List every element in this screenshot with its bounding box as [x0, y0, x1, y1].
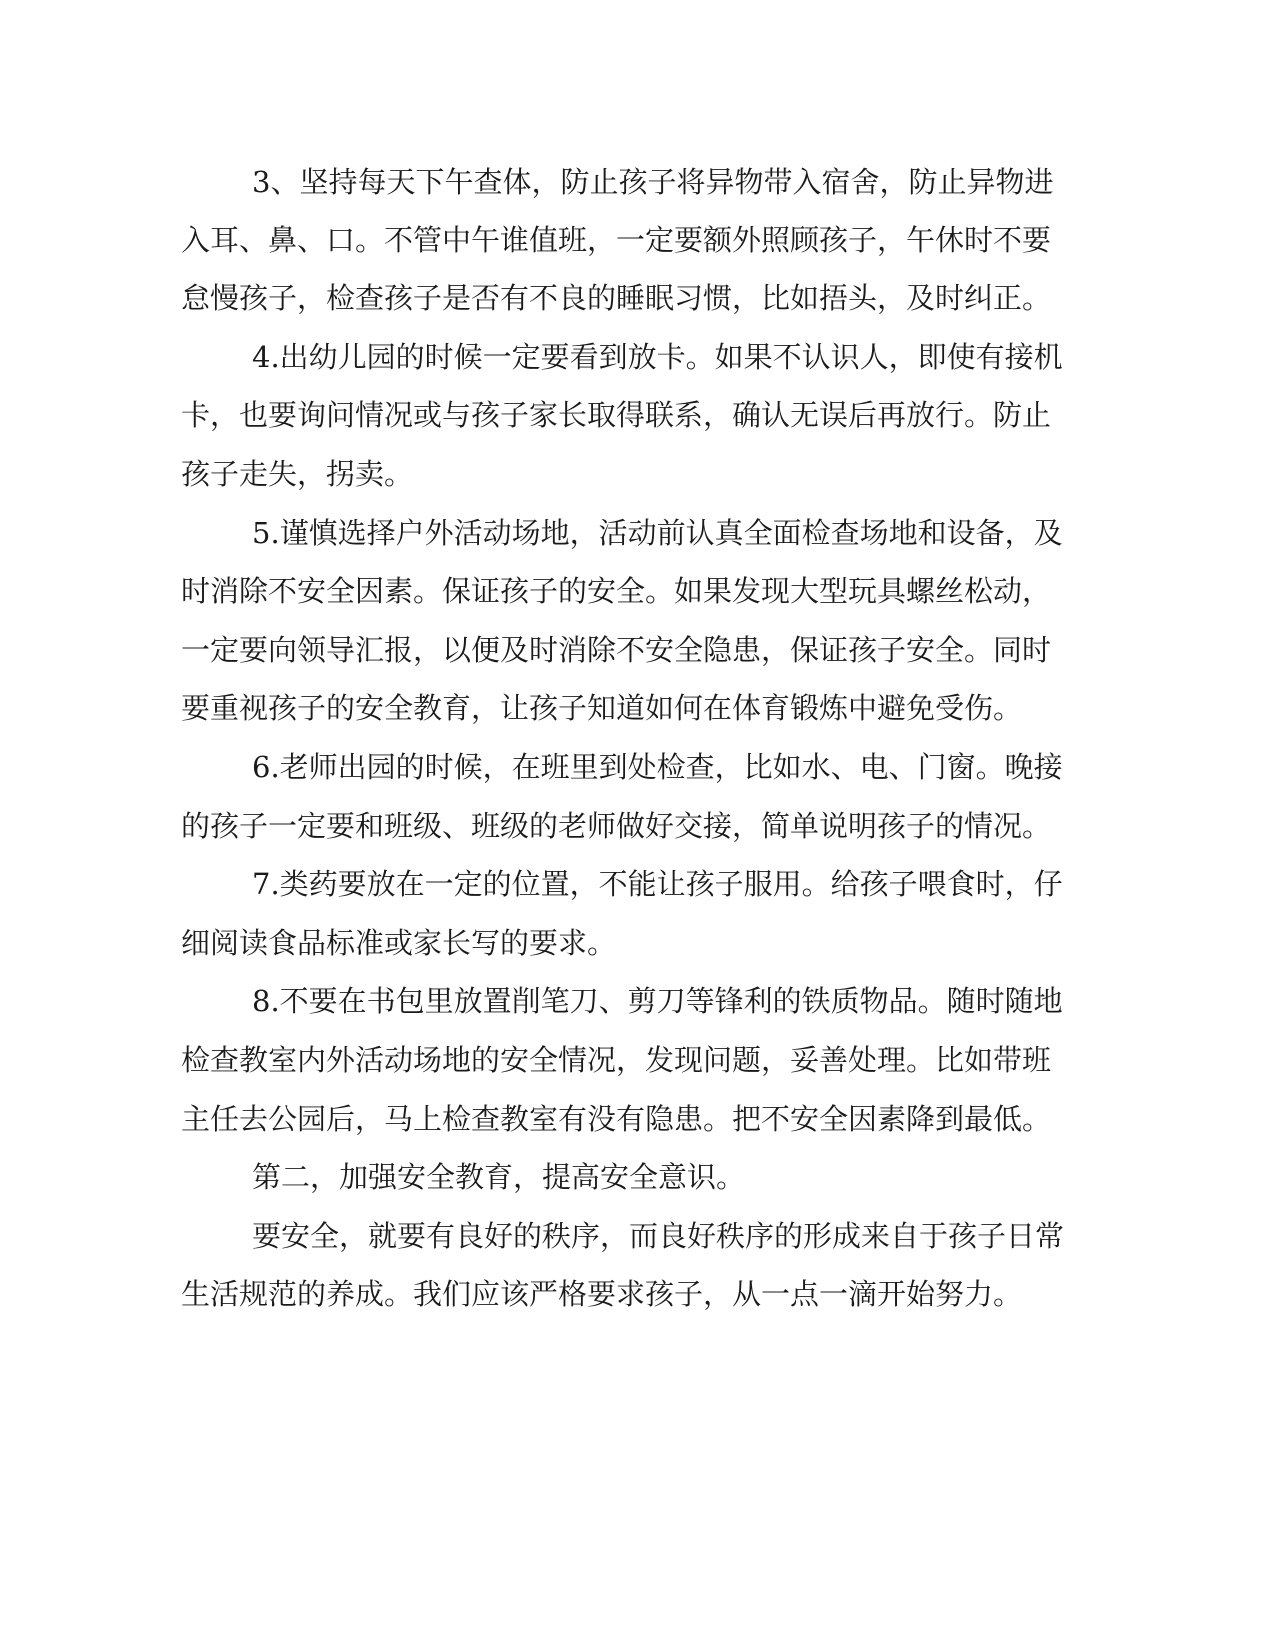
text-line: 4.出幼儿园的时候一定要看到放卡。如果不认识人，即使有接机	[252, 340, 1063, 374]
text-line: 细阅读食品标准或家长写的要求。	[181, 926, 617, 960]
text-line: 卡，也要询问情况或与孩子家长取得联系，确认无误后再放行。防止	[181, 398, 1052, 432]
text-line: 7.类药要放在一定的位置，不能让孩子服用。给孩子喂食时，仔	[252, 867, 1063, 901]
text-line: 5.谨慎选择户外活动场地，活动前认真全面检查场地和设备，及	[252, 516, 1063, 550]
text-line: 时消除不安全因素。保证孩子的安全。如果发现大型玩具螺丝松动，	[181, 574, 1052, 608]
text-line: 检查教室内外活动场地的安全情况，发现问题，妥善处理。比如带班	[181, 1043, 1052, 1077]
text-line: 的孩子一定要和班级、班级的老师做好交接，简单说明孩子的情况。	[181, 809, 1052, 843]
text-line: 要安全，就要有良好的秩序，而良好秩序的形成来自于孩子日常	[252, 1219, 1065, 1253]
text-line: 6.老师出园的时候，在班里到处检查，比如水、电、门窗。晚接	[252, 750, 1063, 784]
text-line: 生活规范的养成。我们应该严格要求孩子，从一点一滴开始努力。	[181, 1277, 1023, 1311]
text-line: 8.不要在书包里放置削笔刀、剪刀等锋利的铁质物品。随时随地	[252, 984, 1063, 1018]
text-line: 怠慢孩子，检查孩子是否有不良的睡眠习惯，比如捂头，及时纠正。	[181, 281, 1052, 315]
text-line: 入耳、鼻、口。不管中午谁值班，一定要额外照顾孩子，午休时不要	[181, 223, 1052, 257]
text-line: 一定要向领导汇报，以便及时消除不安全隐患，保证孩子安全。同时	[181, 633, 1052, 667]
text-line: 要重视孩子的安全教育，让孩子知道如何在体育锻炼中避免受伤。	[181, 691, 1023, 725]
text-line: 3、坚持每天下午查体，防止孩子将异物带入宿舍，防止异物进	[252, 165, 1054, 199]
text-line: 孩子走失，拐卖。	[181, 457, 414, 491]
text-line: 主任去公园后，马上检查教室有没有隐患。把不安全因素降到最低。	[181, 1102, 1052, 1136]
section-heading: 第二，加强安全教育，提高安全意识。	[252, 1160, 746, 1194]
